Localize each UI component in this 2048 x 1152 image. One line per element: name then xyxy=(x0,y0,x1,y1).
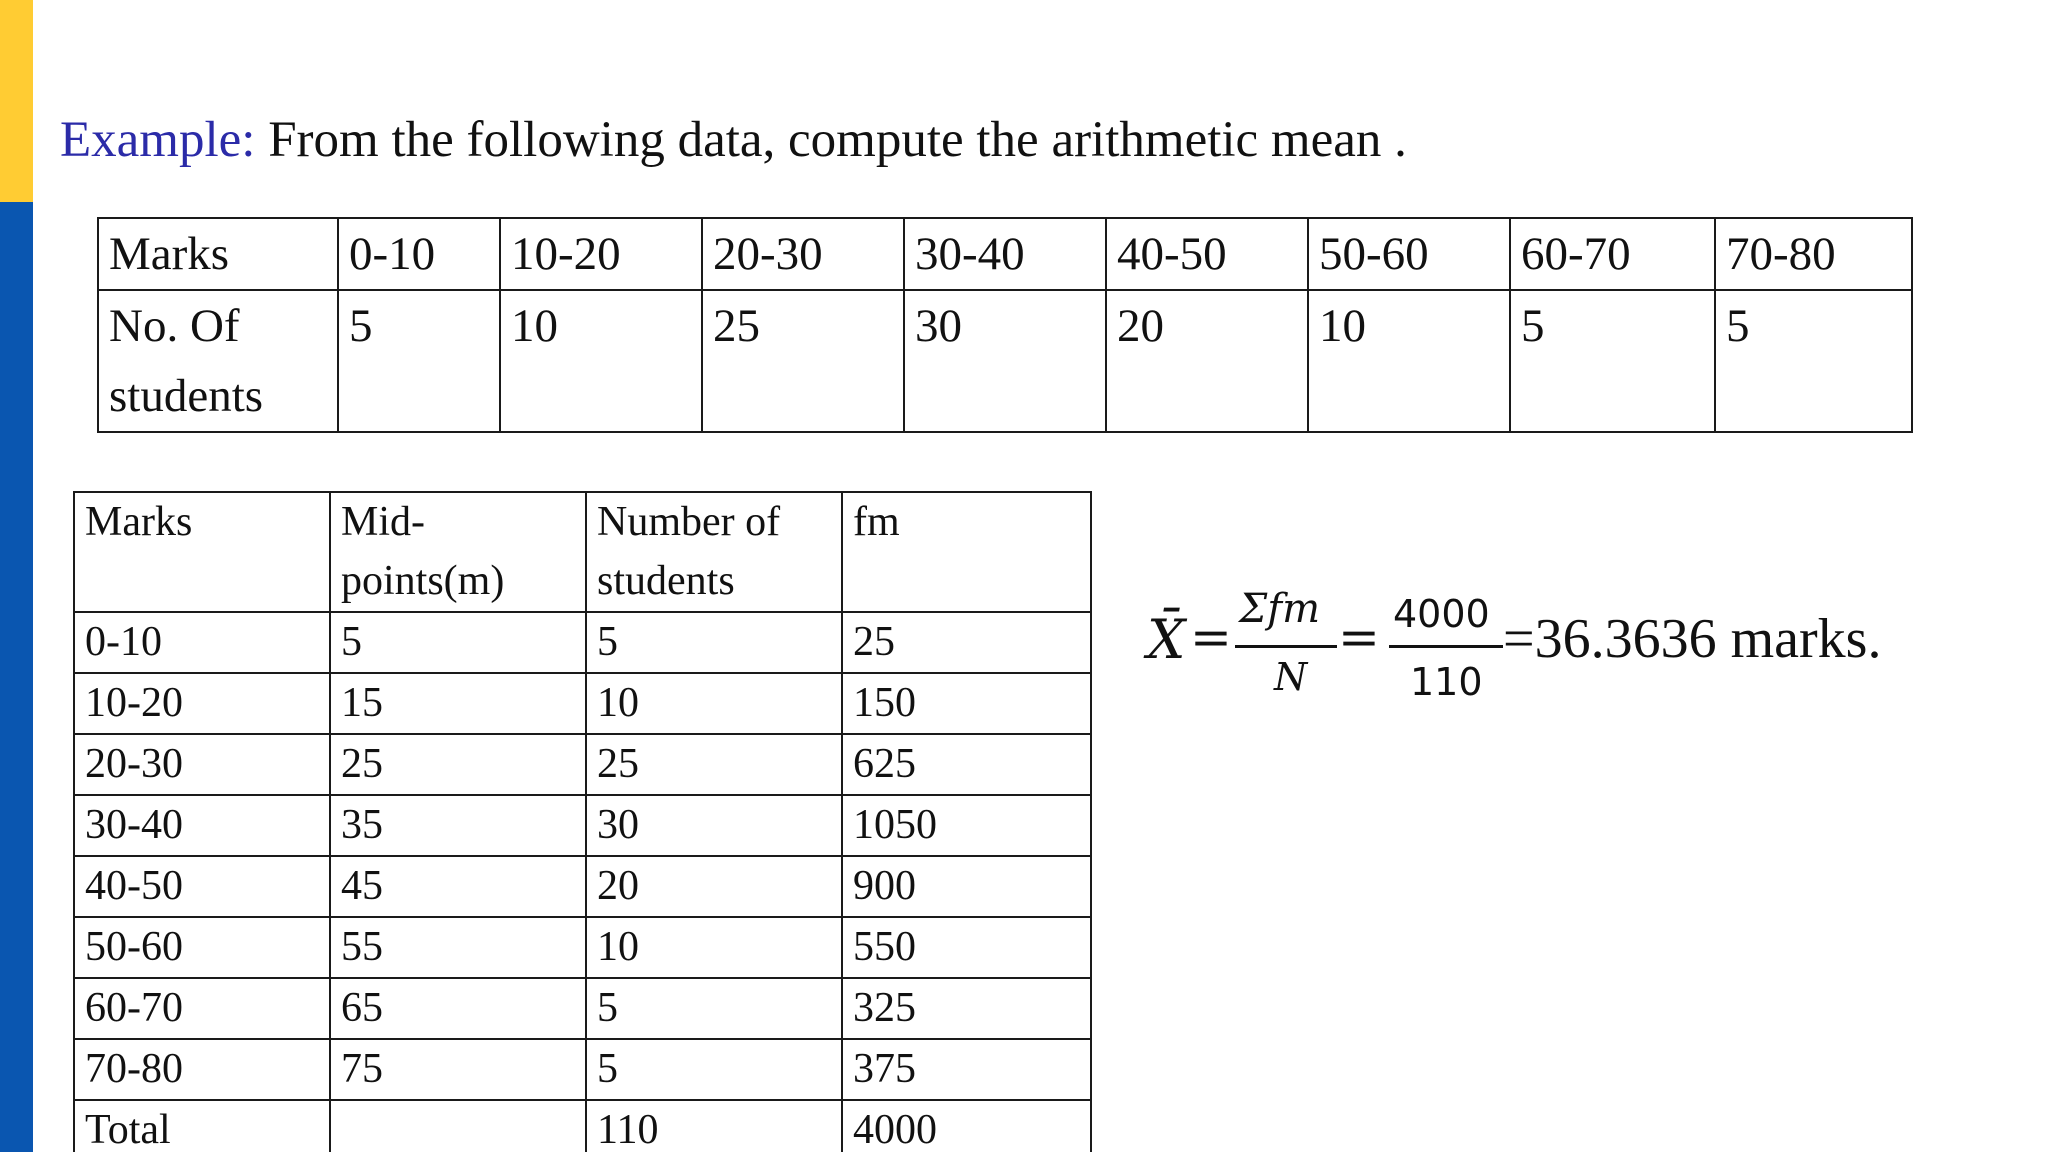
table-cell: Marks xyxy=(98,218,338,290)
table-cell: 15 xyxy=(330,673,586,734)
row-label-line: No. Of xyxy=(109,300,240,352)
table-cell: 25 xyxy=(702,290,904,432)
table-cell: 30 xyxy=(586,795,842,856)
table-cell: 150 xyxy=(842,673,1091,734)
equals-sign: = xyxy=(1190,608,1232,666)
table-cell: 40-50 xyxy=(74,856,330,917)
n-denominator: N xyxy=(1274,655,1308,699)
denominator-110: 110 xyxy=(1410,660,1483,704)
table-cell: 5 xyxy=(330,612,586,673)
table-cell: 1050 xyxy=(842,795,1091,856)
header-row xyxy=(74,492,1091,612)
table-cell: 625 xyxy=(842,734,1091,795)
table-cell: 30 xyxy=(904,290,1106,432)
header-cell: fm xyxy=(842,492,1091,612)
table-cell: 550 xyxy=(842,917,1091,978)
table-cell: 40-50 xyxy=(1106,218,1308,290)
table-cell: 10 xyxy=(1308,290,1510,432)
fraction-bar xyxy=(1235,645,1337,648)
table-row xyxy=(74,795,1091,856)
x-bar-symbol: X̄ xyxy=(1147,608,1186,671)
example-label: Example: xyxy=(60,112,256,168)
table-cell: 10 xyxy=(586,673,842,734)
frequency-table xyxy=(97,217,1913,433)
table-cell: 10 xyxy=(500,290,702,432)
table-cell: 5 xyxy=(586,1039,842,1100)
table-cell: 20 xyxy=(586,856,842,917)
table-row xyxy=(74,1039,1091,1100)
table-cell: 55 xyxy=(330,917,586,978)
header-line: points(m) xyxy=(341,558,505,604)
table-cell: 20-30 xyxy=(74,734,330,795)
header-line: Mid- xyxy=(341,499,425,545)
table-cell: 325 xyxy=(842,978,1091,1039)
row-label-line: students xyxy=(109,370,264,422)
table-cell: 0-10 xyxy=(74,612,330,673)
table-cell: 45 xyxy=(330,856,586,917)
table-row xyxy=(74,856,1091,917)
mean-formula xyxy=(1135,583,2015,713)
accent-bar-blue xyxy=(0,202,33,1152)
table-row xyxy=(74,673,1091,734)
example-title xyxy=(60,105,1407,175)
table-cell: 20-30 xyxy=(702,218,904,290)
table-cell: 25 xyxy=(330,734,586,795)
students-row xyxy=(98,290,1912,432)
table-cell: 4000 xyxy=(842,1100,1091,1152)
table-cell: 25 xyxy=(842,612,1091,673)
table-cell: 900 xyxy=(842,856,1091,917)
table-cell: 5 xyxy=(586,612,842,673)
table-cell: 65 xyxy=(330,978,586,1039)
table-cell: 60-70 xyxy=(74,978,330,1039)
table-cell: 5 xyxy=(1510,290,1715,432)
header-cell: Marks xyxy=(74,492,330,612)
table-cell: 0-10 xyxy=(338,218,500,290)
table-cell: 375 xyxy=(842,1039,1091,1100)
table-cell: 10-20 xyxy=(74,673,330,734)
header-cell xyxy=(330,492,586,612)
table-cell xyxy=(98,290,338,432)
equals-sign: = xyxy=(1338,608,1380,666)
table-row xyxy=(74,978,1091,1039)
calculation-table xyxy=(73,491,1092,1152)
table-cell: 75 xyxy=(330,1039,586,1100)
table-cell: 50-60 xyxy=(74,917,330,978)
accent-bar-yellow xyxy=(0,0,33,202)
table-cell: 35 xyxy=(330,795,586,856)
table-cell: 5 xyxy=(586,978,842,1039)
sum-fm-numerator: Σfm xyxy=(1239,586,1321,632)
table-cell: 5 xyxy=(338,290,500,432)
marks-row xyxy=(98,218,1912,290)
table-cell: 70-80 xyxy=(1715,218,1912,290)
table-cell: 10-20 xyxy=(500,218,702,290)
header-line: students xyxy=(597,558,735,604)
table-cell: 20 xyxy=(1106,290,1308,432)
table-cell: 25 xyxy=(586,734,842,795)
result-text: =36.3636 marks. xyxy=(1503,608,1882,670)
example-text: From the following data, compute the arithmetic mean . xyxy=(268,112,1407,168)
table-row xyxy=(74,917,1091,978)
table-cell: 70-80 xyxy=(74,1039,330,1100)
header-cell xyxy=(586,492,842,612)
table-cell: 60-70 xyxy=(1510,218,1715,290)
fraction-bar xyxy=(1389,645,1503,648)
total-row xyxy=(74,1100,1091,1152)
table-row xyxy=(74,734,1091,795)
numerator-4000: 4000 xyxy=(1393,592,1490,636)
table-row xyxy=(74,612,1091,673)
table-cell: 30-40 xyxy=(74,795,330,856)
table-cell: 10 xyxy=(586,917,842,978)
table-cell: 110 xyxy=(586,1100,842,1152)
table-cell: 30-40 xyxy=(904,218,1106,290)
header-line: Number of xyxy=(597,499,781,545)
table-cell xyxy=(330,1100,586,1152)
table-cell: 5 xyxy=(1715,290,1912,432)
table-cell: Total xyxy=(74,1100,330,1152)
table-cell: 50-60 xyxy=(1308,218,1510,290)
